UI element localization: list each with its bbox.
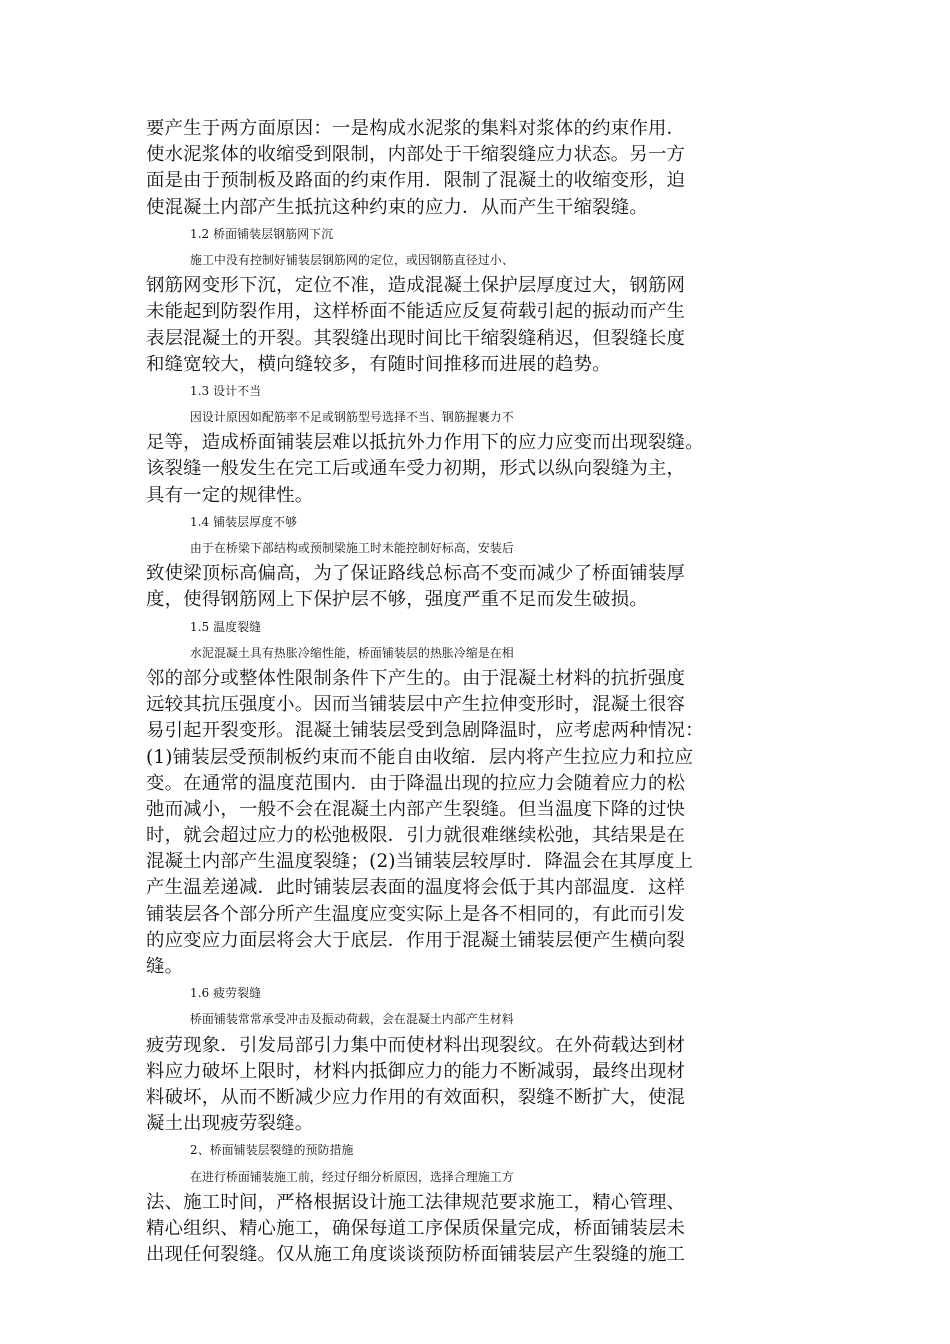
indented-line: 桥面铺装常常承受冲击及振动荷载，会在混凝土内部产生材料 (190, 1012, 514, 1027)
indented-line: 1.5 温度裂缝 (190, 619, 262, 634)
text-line: 变。在通常的温度范围内．由于降温出现的拉应力会随着应力的松 (146, 772, 686, 794)
indented-line: 1.2 桥面铺装层钢筋网下沉 (190, 226, 334, 241)
text-line: 出现任何裂缝。仅从施工角度谈谈预防桥面铺装层产生裂缝的施工 (146, 1244, 686, 1266)
text-line: 远较其抗压强度小。因而当铺装层中产生拉伸变形时，混凝土很容 (146, 694, 686, 716)
indented-line: 2、桥面铺装层裂缝的预防措施 (190, 1143, 354, 1158)
text-line: 要产生于两方面原因：一是构成水泥浆的集料对浆体的约束作用． (146, 118, 686, 139)
text-line: 邻的部分或整体性限制条件下产生的。由于混凝土材料的抗折强度 (146, 667, 686, 689)
text-line: 精心组织、精心施工，确保每道工序保质保量完成，桥面铺装层未 (146, 1217, 686, 1239)
text-line: 使水泥浆体的收缩受到限制，内部处于干缩裂缝应力状态。另一方 (146, 144, 686, 166)
text-line: 未能起到防裂作用，这样桥面不能适应反复荷载引起的振动而产生 (146, 301, 686, 323)
indented-line: 1.4 铺装层厚度不够 (190, 514, 298, 529)
text-line: 时，就会超过应力的松弛极限．引力就很难继续松弛，其结果是在 (146, 825, 686, 847)
text-line: 钢筋网变形下沉，定位不准，造成混凝土保护层厚度过大，钢筋网 (146, 275, 686, 297)
text-line: (1)铺装层受预制板约束而不能自由收缩．层内将产生拉应力和拉应 (146, 746, 694, 768)
text-line: 度，使得钢筋网上下保护层不够，强度严重不足而发生破损。 (146, 589, 648, 611)
text-line: 面是由于预制板及路面的约束作用．限制了混凝土的收缩变形，迫 (146, 170, 686, 192)
indented-line: 1.6 疲劳裂缝 (190, 986, 262, 1001)
indented-line: 由于在桥梁下部结构或预制梁施工时未能控制好标高，安装后 (190, 541, 514, 555)
text-line: 弛而减小，一般不会在混凝土内部产生裂缝。但当温度下降的过快 (146, 798, 686, 820)
text-line: 和缝宽较大，横向缝较多，有随时间推移而进展的趋势。 (146, 353, 611, 375)
indented-line: 因设计原因如配筋率不足或钢筋型号选择不当、钢筋握裹力不 (190, 410, 514, 425)
text-line: 混凝土内部产生温度裂缝；(2)当铺装层较厚时．降温会在其厚度上 (146, 851, 694, 873)
text-line: 致使梁顶标高偏高，为了保证路线总标高不变而减少了桥面铺装厚 (146, 563, 686, 585)
text-line: 疲劳现象．引发局部引力集中而使材料出现裂纹。在外荷载达到材 (146, 1034, 686, 1056)
text-line: 法、施工时间，严格根据设计施工法律规范要求施工，精心管理、 (146, 1191, 686, 1213)
indented-line: 在进行桥面铺装施工前，经过仔细分析原因，选择合理施工方 (190, 1169, 514, 1184)
text-line: 表层混凝土的开裂。其裂缝出现时间比干缩裂缝稍迟，但裂缝长度 (146, 327, 686, 349)
indented-line: 1.3 设计不当 (190, 383, 262, 398)
text-line: 使混凝土内部产生抵抗这种约束的应力．从而产生干缩裂缝。 (146, 196, 648, 218)
text-line: 易引起开裂变形。混凝土铺装层受到急剧降温时，应考虑两种情况： (146, 720, 704, 742)
text-line: 料破坏，从而不断减少应力作用的有效面积，裂缝不断扩大，使混 (146, 1086, 686, 1108)
text-line: 的应变应力面层将会大于底层．作用于混凝土铺装层便产生横向裂 (146, 929, 686, 951)
text-line: 该裂缝一般发生在完工后或通车受力初期，形式以纵向裂缝为主， (146, 458, 686, 480)
text-line: 足等，造成桥面铺装层难以抵抗外力作用下的应力应变而出现裂缝。 (146, 432, 704, 454)
text-line: 缝。 (146, 956, 184, 977)
text-line: 铺装层各个部分所产生温度应变实际上是各不相同的，有此而引发 (146, 903, 686, 925)
document-page (146, 116, 806, 1268)
indented-line: 施工中没有控制好铺装层钢筋网的定位，或因钢筋直径过小、 (190, 252, 514, 267)
text-line: 具有一定的规律性。 (146, 484, 314, 506)
text-line: 料应力破坏上限时，材料内抵御应力的能力不断减弱，最终出现材 (146, 1060, 686, 1082)
text-line: 凝土出现疲劳裂缝。 (146, 1113, 314, 1135)
text-line: 产生温差递减．此时铺装层表面的温度将会低于其内部温度．这样 (146, 877, 686, 899)
indented-line: 水泥混凝土具有热胀冷缩性能，桥面铺装层的热胀冷缩是在相 (190, 645, 514, 660)
